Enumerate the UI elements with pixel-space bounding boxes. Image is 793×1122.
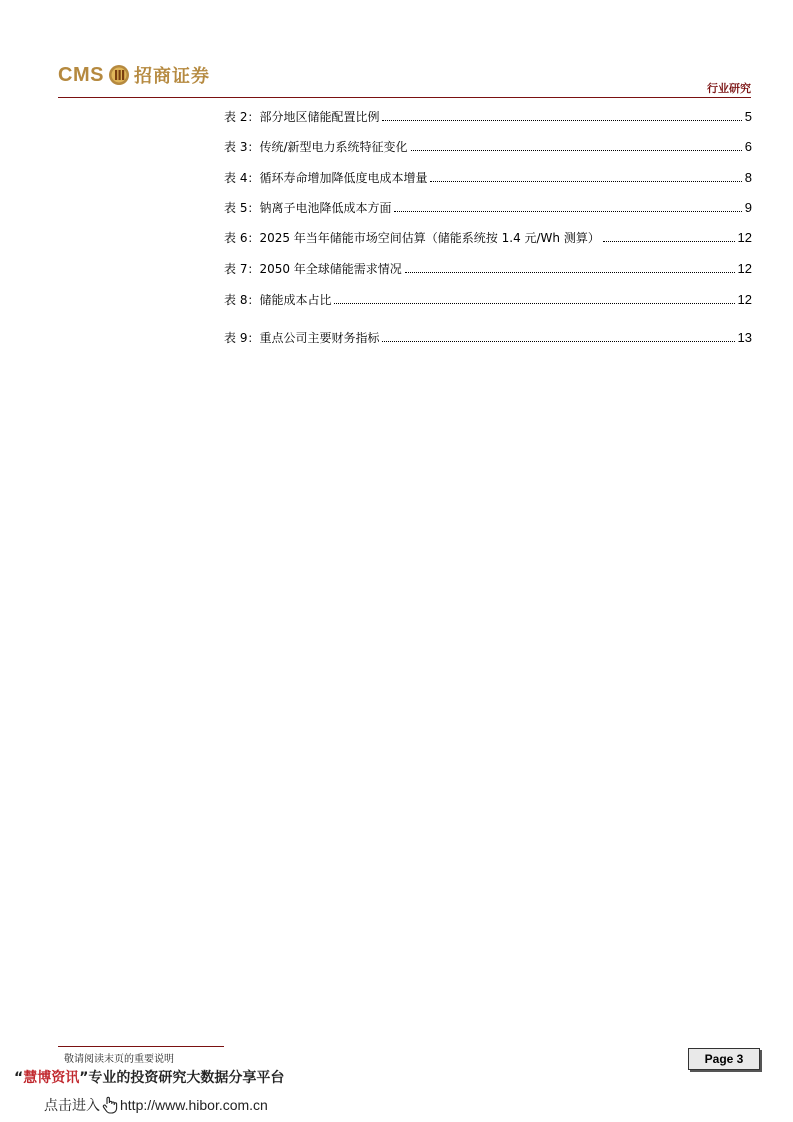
- toc-entry[interactable]: [224, 330, 752, 346]
- toc-entry-label: 表 4：循环寿命增加降低度电成本增量: [224, 171, 428, 185]
- logo-emblem-icon: [108, 64, 130, 86]
- logo-chinese-text: 招商证券: [133, 66, 210, 87]
- website-url: http://www.hibor.com.cn: [120, 1097, 268, 1113]
- toc-entry-label: 表 5：钠离子电池降低成本方面: [224, 201, 392, 215]
- toc-entry-page: 13: [737, 330, 752, 345]
- toc-entry-page: 8: [744, 170, 752, 185]
- website-link[interactable]: [44, 1095, 268, 1115]
- promo-text: 专业的投资研究大数据分享平台: [88, 1070, 285, 1086]
- company-logo: [58, 62, 210, 88]
- logo-latin-text: CMS: [58, 63, 104, 86]
- toc-leader-dots: [430, 181, 741, 182]
- toc-entry[interactable]: [224, 109, 752, 125]
- promo-quote-close: ”: [79, 1070, 89, 1086]
- toc-entry-page: 6: [744, 139, 752, 154]
- toc-entry[interactable]: [224, 200, 752, 216]
- disclaimer-note[interactable]: 敬请阅读末页的重要说明: [64, 1054, 174, 1065]
- toc-leader-dots: [603, 241, 735, 242]
- click-label: 点击进入: [44, 1098, 100, 1114]
- pointer-hand-icon: [102, 1096, 118, 1114]
- toc-entry-label: 表 9：重点公司主要财务指标: [224, 331, 380, 345]
- promo-banner[interactable]: [14, 1067, 284, 1087]
- toc-entry[interactable]: [224, 170, 752, 186]
- toc-entry-label: 表 8：储能成本占比: [224, 293, 332, 307]
- toc-entry-label: 表 3：传统/新型电力系统特征变化: [224, 140, 408, 154]
- toc-entry-page: 12: [737, 261, 752, 276]
- header-divider: [58, 97, 751, 98]
- toc-entry[interactable]: [224, 139, 752, 155]
- toc-entry[interactable]: [224, 261, 752, 277]
- toc-entry-page: 5: [744, 109, 752, 124]
- toc-leader-dots: [405, 272, 735, 273]
- promo-quote-open: “: [14, 1070, 24, 1086]
- footer-divider: [58, 1046, 224, 1047]
- toc-entry[interactable]: [224, 292, 752, 308]
- toc-entry[interactable]: [224, 230, 752, 246]
- toc-leader-dots: [382, 341, 734, 342]
- promo-brand: 慧博资讯: [23, 1070, 80, 1086]
- toc-leader-dots: [394, 211, 741, 212]
- toc-entry-label: 表 7：2050 年全球储能需求情况: [224, 262, 402, 276]
- toc-entry-label: 表 2：部分地区储能配置比例: [224, 110, 380, 124]
- toc-entry-page: 12: [737, 230, 752, 245]
- page-number-badge: Page 3: [688, 1048, 760, 1070]
- toc-entry-page: 9: [744, 200, 752, 215]
- toc-leader-dots: [334, 303, 734, 304]
- toc-leader-dots: [411, 150, 742, 151]
- section-title: 行业研究: [707, 82, 751, 95]
- toc-leader-dots: [382, 120, 741, 121]
- toc-entry-page: 12: [737, 292, 752, 307]
- toc-entry-label: 表 6：2025 年当年储能市场空间估算（储能系统按 1.4 元/Wh 测算）: [224, 231, 600, 245]
